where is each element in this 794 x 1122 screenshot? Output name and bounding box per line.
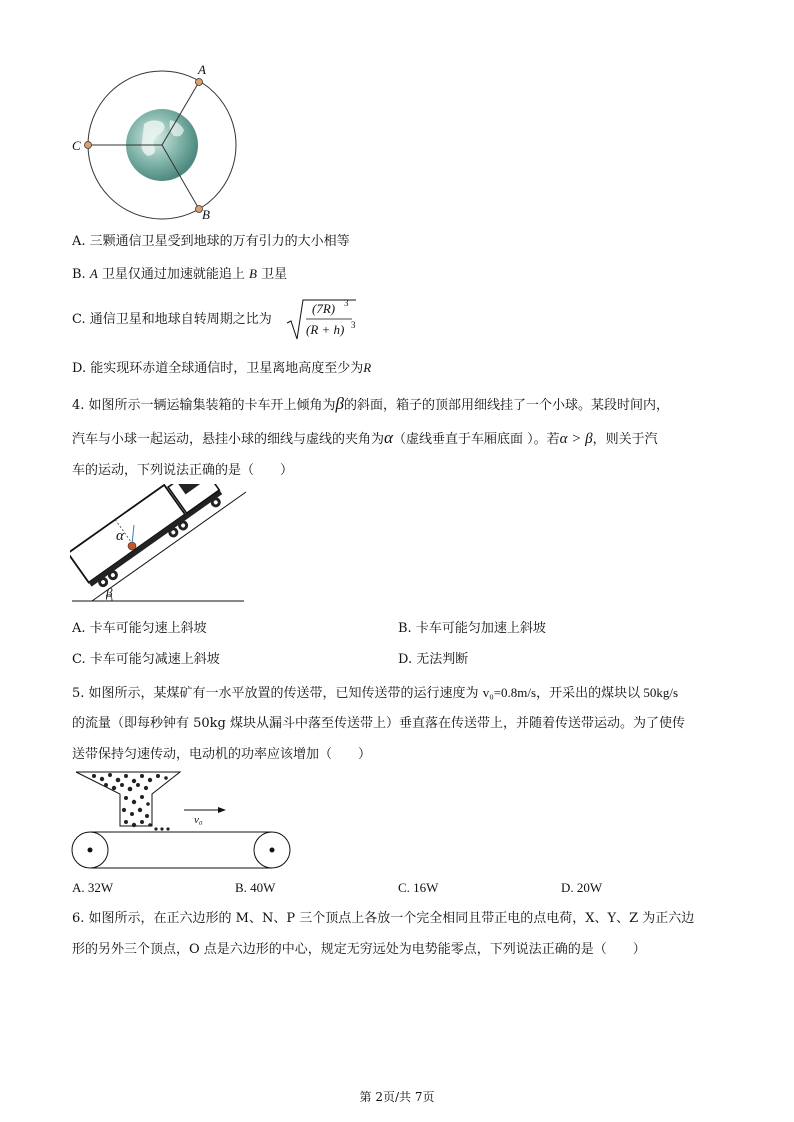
q3-option-d-var: R — [363, 360, 372, 375]
label-c: C — [72, 138, 81, 153]
q5-stem-line3: 送带保持匀速传动，电动机的功率应该增加（ ） — [72, 747, 372, 762]
satellite-orbit-figure — [66, 62, 246, 224]
label-a: A — [198, 62, 206, 77]
q4-stem-line1 — [72, 394, 669, 416]
satellite-c-icon — [85, 142, 92, 149]
q4-cond: α > β — [559, 431, 593, 447]
sqrt-denominator-exp: 3 — [351, 320, 356, 330]
q4-alpha: α — [384, 428, 393, 447]
q3-option-b — [72, 264, 287, 285]
q5-option-a: A. 32W — [72, 880, 114, 895]
q4-line1-a: 4. 如图所示一辆运输集装箱的卡车开上倾角为 — [72, 398, 336, 413]
q4-beta: β — [335, 394, 345, 413]
sqrt-numerator: (7R) — [312, 301, 336, 316]
q5-stem-line2: 的流量（即每秒钟有 50kg 煤块从漏斗中落至传送带上）垂直落在传送带上，并随着传送带运动。为了使传 — [72, 716, 686, 731]
fig-beta: β — [106, 585, 113, 600]
q5-line1-v: v₀=0.8m/s，开采出的煤块以 50kg/s — [482, 685, 679, 700]
q5-option-b: B. 40W — [235, 880, 276, 895]
q5-option-d: D. 20W — [561, 880, 603, 895]
hanging-ball-icon — [128, 542, 136, 550]
q4-option-c: C. 卡车可能匀减速上斜坡 — [72, 652, 220, 667]
satellite-a-icon — [196, 79, 203, 86]
q4-option-d: D. 无法判断 — [398, 652, 469, 667]
conveyor-figure — [68, 768, 294, 872]
q5-option-c: C. 16W — [398, 880, 439, 895]
fig-alpha: α — [116, 528, 124, 544]
q5-line1-a: 5. 如图所示，某煤矿有一水平放置的传送带，已知传送带的运行速度为 — [72, 686, 479, 701]
q4-line1-b: 的斜面，箱子的顶部用细线挂了一个小球。某段时间内， — [344, 398, 670, 413]
q4-line2-a: 汽车与小球一起运动，悬挂小球的细线与虚线的夹角为 — [72, 432, 385, 447]
page-footer: 第 2页/共 7页 — [359, 1090, 435, 1104]
q4-line2-c: ，则关于汽 — [592, 432, 658, 447]
q6-stem-line2: 形的另外三个顶点，O 点是六边形的中心，规定无穷远处为电势能零点，下列说法正确的是（ ） — [72, 942, 646, 957]
q3-option-b-pre: B. — [72, 267, 90, 282]
sqrt-numerator-exp: 3 — [344, 298, 349, 308]
q3-option-b-mid: 卫星仅通过加速就能追上 — [97, 267, 250, 282]
q3-option-b-post: 卫星 — [257, 267, 288, 282]
fig-v0: v₀ — [194, 814, 203, 826]
q4-stem-line2 — [72, 428, 658, 450]
q3-option-d — [72, 358, 371, 379]
label-b: B — [202, 207, 210, 222]
q4-line2-b: （虚线垂直于车厢底面 ）。若 — [392, 432, 560, 447]
q3-option-d-text: D. 能实现环赤道全球通信时，卫星离地高度至少为 — [72, 361, 364, 376]
q3-option-b-a: A — [89, 266, 98, 281]
q3-option-a: A. 三颗通信卫星受到地球的万有引力的大小相等 — [72, 234, 350, 249]
q5-stem-line1 — [72, 683, 678, 704]
truck-slope-figure — [70, 484, 248, 606]
q3-option-b-b: B — [249, 266, 257, 281]
q6-stem-line1: 6. 如图所示，在正六边形的 M、N、P 三个顶点上各放一个完全相同且带正电的点电荷，X、Y、Z 为正六边 — [72, 911, 695, 926]
q4-option-b: B. 卡车可能匀加速上斜坡 — [398, 621, 546, 636]
q4-stem-line3: 车的运动，下列说法正确的是（ ） — [72, 463, 294, 478]
sqrt-denominator: (R + h) — [306, 322, 345, 337]
q4-option-a: A. 卡车可能匀速上斜坡 — [72, 621, 207, 636]
q3-option-c: C. 通信卫星和地球自转周期之比为 — [72, 312, 272, 327]
